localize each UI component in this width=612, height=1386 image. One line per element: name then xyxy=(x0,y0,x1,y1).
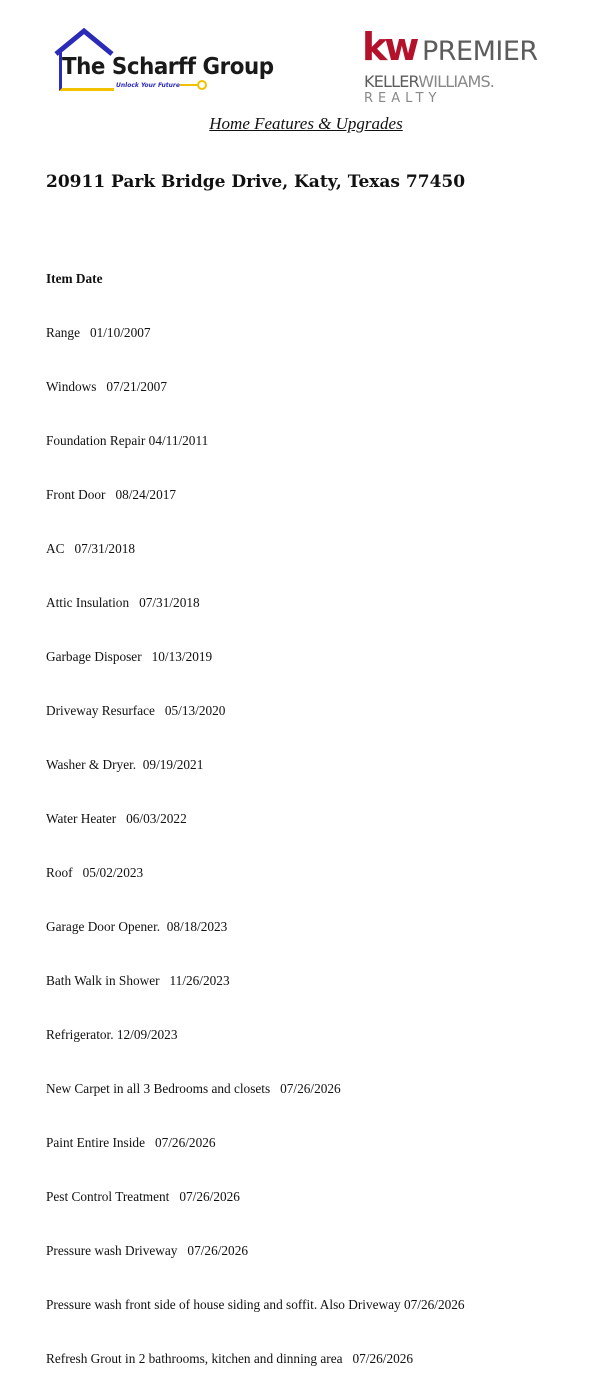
scharff-group-logo xyxy=(54,28,274,98)
list-item: New Carpet in all 3 Bedrooms and closets 07/26/2026 xyxy=(46,1081,341,1096)
list-item: AC 07/31/2018 xyxy=(46,541,136,556)
list-item: Bath Walk in Shower 11/26/2023 xyxy=(46,973,230,988)
kw-premier-logo xyxy=(362,25,562,108)
list-item: Foundation Repair 04/11/2011 xyxy=(46,433,209,448)
williams-text: WILLIAMS. xyxy=(418,72,495,91)
keller-text: KELLER xyxy=(364,72,419,91)
list-item: Pressure wash front side of house siding and soffit. Also Driveway 07/26/2026 xyxy=(46,1297,465,1312)
list-item: Garage Door Opener. 08/18/2023 xyxy=(46,919,228,934)
list-item: Water Heater 06/03/2022 xyxy=(46,811,187,826)
premier-wordmark: PREMIER xyxy=(422,36,538,67)
features-list xyxy=(46,234,465,1386)
list-item: Paint Entire Inside 07/26/2026 xyxy=(46,1135,216,1150)
list-item: Windows 07/21/2007 xyxy=(46,379,167,394)
list-item: Attic Insulation 07/31/2018 xyxy=(46,595,200,610)
list-item: Pressure wash Driveway 07/26/2026 xyxy=(46,1243,249,1258)
list-item: Garbage Disposer 10/13/2019 xyxy=(46,649,213,664)
list-item: Refrigerator. 12/09/2023 xyxy=(46,1027,178,1042)
document-title: Home Features & Upgrades xyxy=(209,114,403,133)
keller-williams-wordmark xyxy=(364,74,494,90)
scharff-group-wordmark: The Scharff Group xyxy=(62,54,274,80)
scharff-tagline: Unlock Your Future xyxy=(116,82,180,89)
list-item: Pest Control Treatment 07/26/2026 xyxy=(46,1189,240,1204)
list-item: Refresh Grout in 2 bathrooms, kitchen and dinning area 07/26/2026 xyxy=(46,1351,414,1366)
list-item: Front Door 08/24/2017 xyxy=(46,487,177,502)
list-header: Item Date xyxy=(46,271,103,286)
property-address: 20911 Park Bridge Drive, Katy, Texas 77450 xyxy=(46,172,466,192)
list-item: Roof 05/02/2023 xyxy=(46,865,144,880)
list-item: Range 01/10/2007 xyxy=(46,325,151,340)
list-item: Washer & Dryer. 09/19/2021 xyxy=(46,757,204,772)
realty-wordmark: REALTY xyxy=(364,91,442,106)
kw-wordmark: kw xyxy=(362,25,417,69)
list-item: Driveway Resurface 05/13/2020 xyxy=(46,703,226,718)
key-icon xyxy=(180,80,208,90)
